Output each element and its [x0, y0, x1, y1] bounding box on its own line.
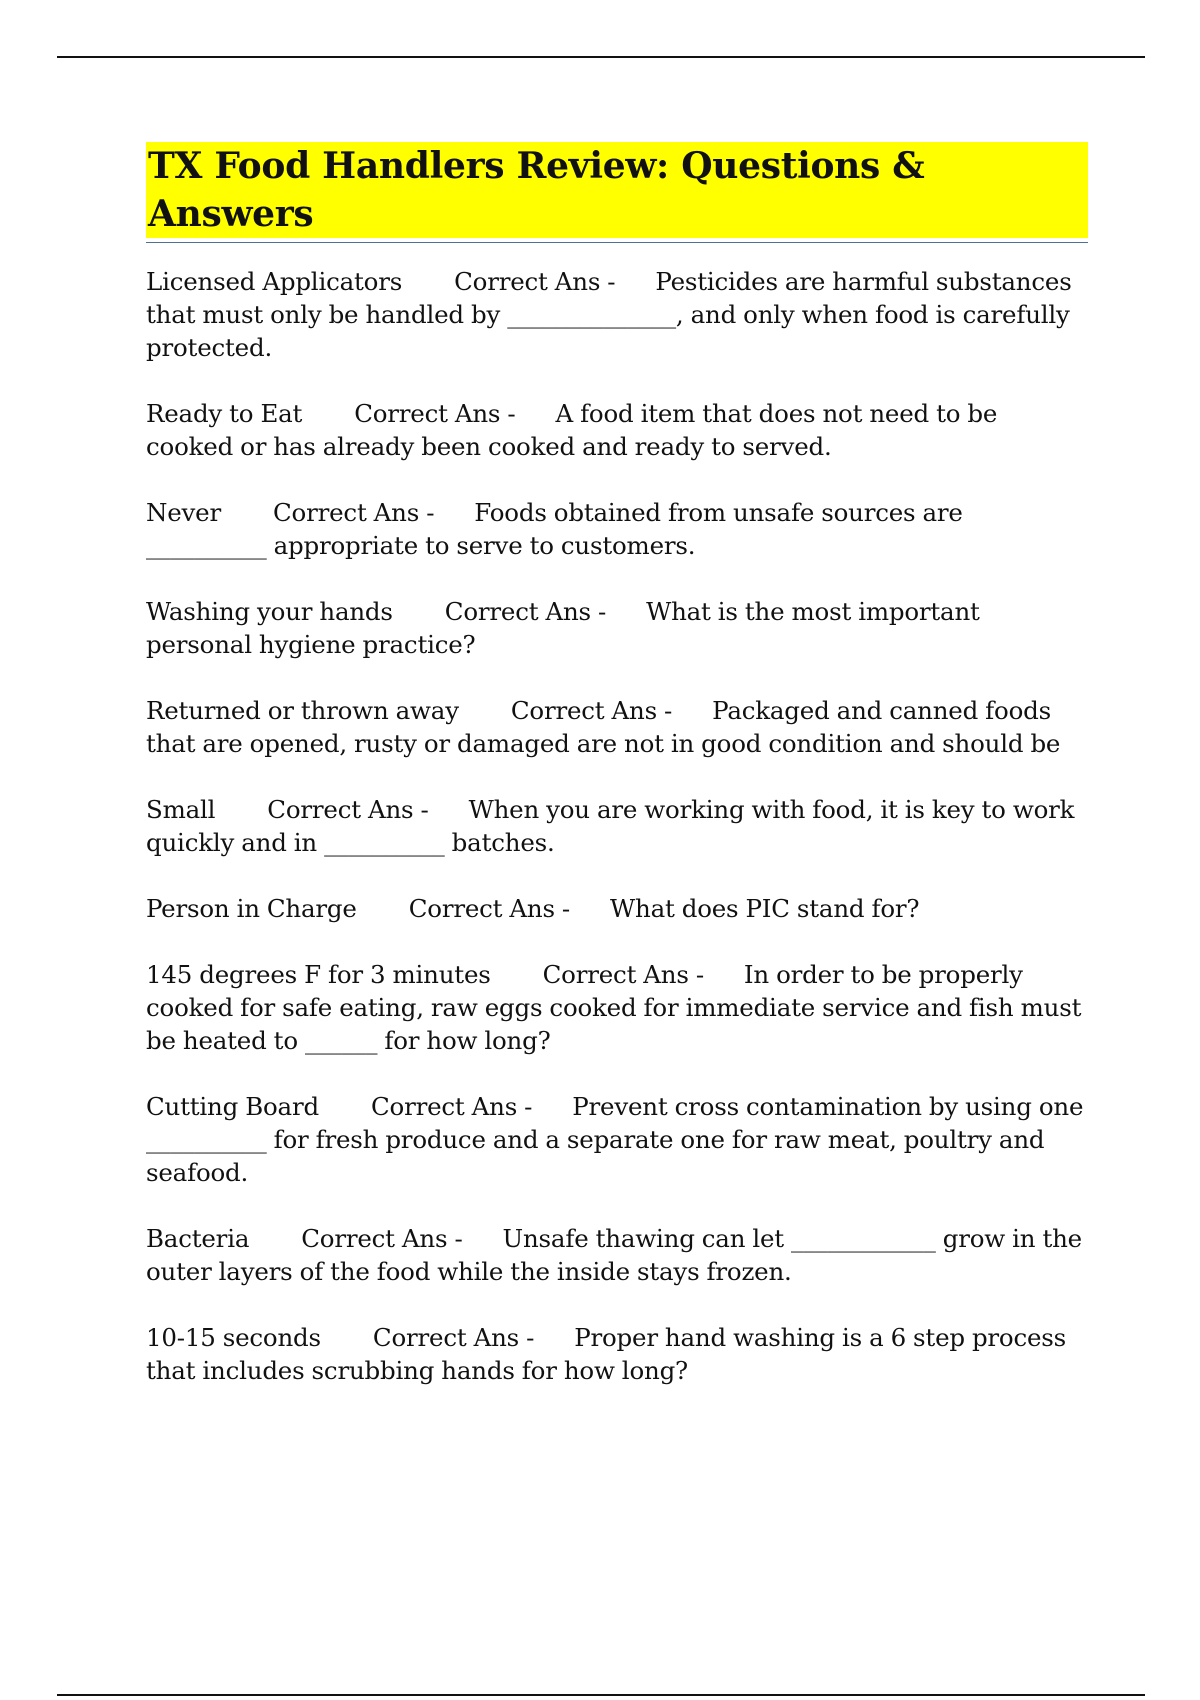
answer-text: Licensed Applicators — [146, 267, 403, 296]
qa-item — [146, 265, 1088, 364]
question-text: What does PIC stand for? — [610, 894, 920, 923]
answer-text: 145 degrees F for 3 minutes — [146, 960, 491, 989]
answer-text: Person in Charge — [146, 894, 357, 923]
answer-text: Never — [146, 498, 221, 527]
qa-item — [146, 892, 1088, 925]
title-underline — [146, 142, 1088, 243]
question-text: Prevent cross contamination by using one __________ for fresh produce and a separate one for raw meat, poultry and seafood. — [146, 1092, 1084, 1187]
question-text: Foods obtained from unsafe sources are __________ appropriate to serve to customers. — [146, 498, 963, 560]
qa-item — [146, 595, 1088, 661]
qa-item — [146, 958, 1088, 1057]
separator-label: Correct Ans - — [408, 894, 571, 923]
answer-text: Small — [146, 795, 216, 824]
top-rule — [57, 56, 1145, 58]
answer-text: Cutting Board — [146, 1092, 319, 1121]
question-text: Proper hand washing is a 6 step process that includes scrubbing hands for how long? — [146, 1323, 1067, 1385]
qa-item — [146, 496, 1088, 562]
question-text: Pesticides are harmful substances that must only be handled by ______________, and only when food is carefully protected. — [146, 267, 1072, 362]
qa-item — [146, 1321, 1088, 1387]
question-text: A food item that does not need to be cooked or has already been cooked and ready to served. — [146, 399, 998, 461]
separator-label: Correct Ans - — [370, 1092, 533, 1121]
separator-label: Correct Ans - — [510, 696, 673, 725]
answer-text: Washing your hands — [146, 597, 393, 626]
answer-text: Returned or thrown away — [146, 696, 459, 725]
separator-label: Correct Ans - — [354, 399, 516, 428]
answer-text: 10-15 seconds — [146, 1323, 321, 1352]
answer-text: Bacteria — [146, 1224, 250, 1253]
separator-label: Correct Ans - — [454, 267, 616, 296]
qa-item — [146, 694, 1088, 760]
separator-label: Correct Ans - — [542, 960, 704, 989]
qa-item — [146, 1090, 1088, 1189]
question-text: What is the most important personal hygiene practice? — [146, 597, 980, 659]
separator-label: Correct Ans - — [372, 1323, 535, 1352]
question-text: Packaged and canned foods that are opened, rusty or damaged are not in good condition and should be — [146, 696, 1061, 758]
separator-label: Correct Ans - — [267, 795, 429, 824]
separator-label: Correct Ans - — [444, 597, 607, 626]
question-text: When you are working with food, it is key to work quickly and in __________ batches. — [146, 795, 1075, 857]
qa-item — [146, 793, 1088, 859]
question-text: Unsafe thawing can let ____________ grow in the outer layers of the food while the inside stays frozen. — [146, 1224, 1082, 1286]
separator-label: Correct Ans - — [273, 498, 435, 527]
question-text: In order to be properly cooked for safe eating, raw eggs cooked for immediate service and fish must be heated to ______ for how long? — [146, 960, 1082, 1055]
page-title: TX Food Handlers Review: Questions & Answers — [146, 142, 1088, 238]
qa-item — [146, 397, 1088, 463]
answer-text: Ready to Eat — [146, 399, 303, 428]
separator-label: Correct Ans - — [301, 1224, 463, 1253]
document-body — [146, 142, 1088, 1420]
qa-item — [146, 1222, 1088, 1288]
bottom-rule — [57, 1694, 1145, 1696]
